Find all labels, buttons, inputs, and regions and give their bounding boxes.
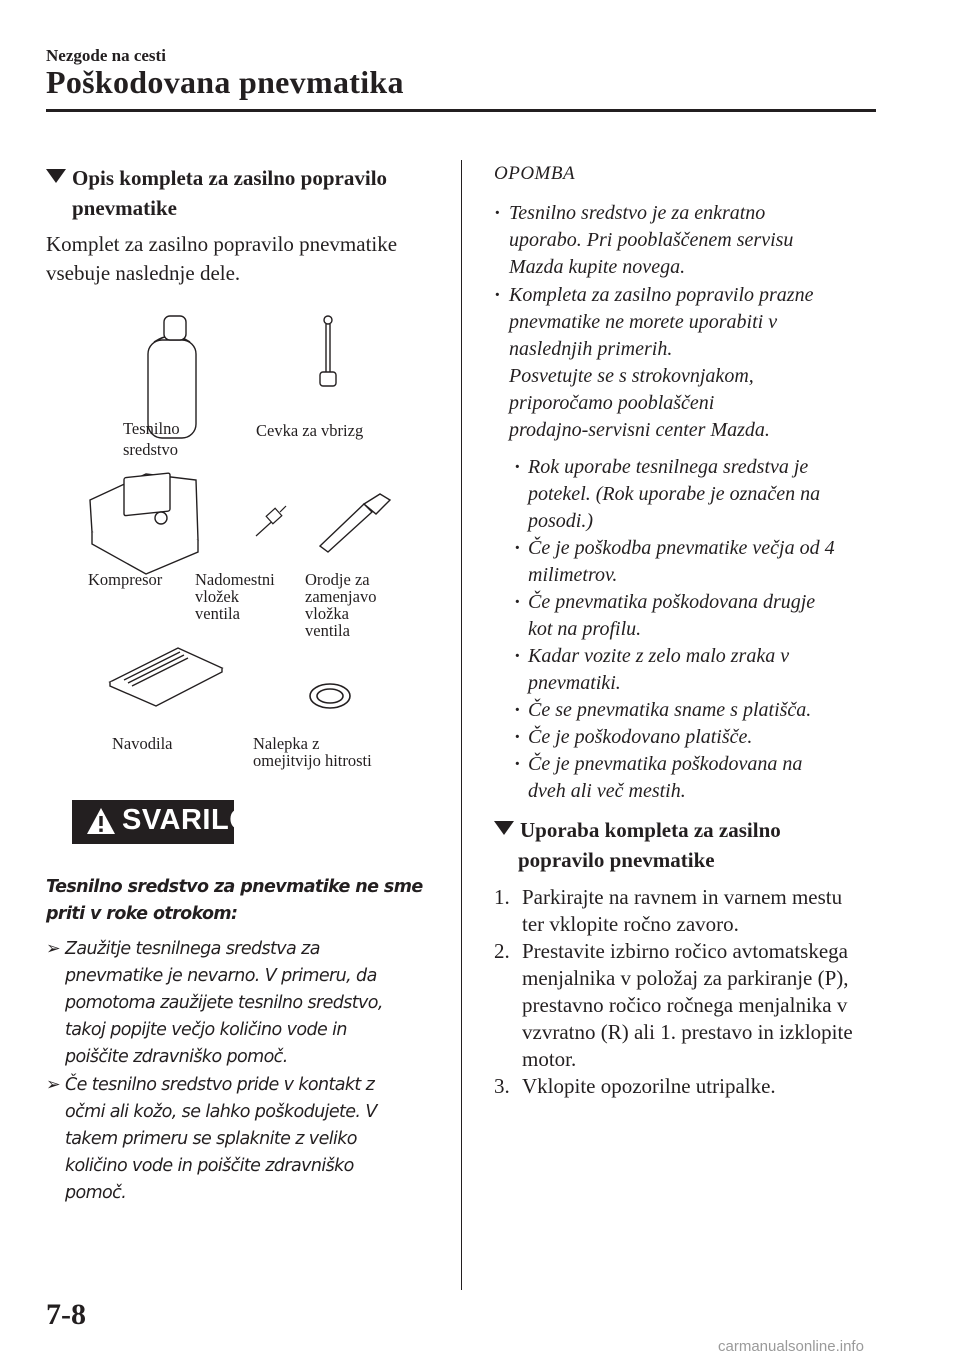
sub-note-item: · Če je pnevmatika poškodovana na dveh ali več mestih. [514, 753, 803, 802]
title-rule [46, 109, 876, 112]
valve-tool-icon [320, 494, 390, 552]
warning-label: SVARILO [122, 804, 253, 836]
page-number: 7-8 [46, 1298, 86, 1331]
step-item: 3. Vklopite opozorilne utripalke. [494, 1074, 776, 1098]
note-item: · Kompleta za zasilno popravilo prazne pnevmatike ne morete uporabiti v naslednjih primerih. Posvetujte se s strokovnjakom, priporočamo pooblaščeni prodajno-servisni center Mazda. [494, 284, 814, 441]
site-watermark: carmanualsonline.info [718, 1338, 864, 1355]
arrow-bullet-icon: ➢ [46, 1075, 61, 1095]
sub-note-item: · Rok uporabe tesnilnega sredstva je potekel. (Rok uporabe je označen na posodi.) [514, 456, 821, 532]
caption-valve-core: Nadomestni vložek ventila [195, 570, 275, 623]
sub-note-item: · Če je poškodovano platišče. [514, 724, 884, 751]
caption-valve-tool: Orodje za zamenjavo vložka ventila [305, 570, 377, 640]
injection-hose-icon [320, 316, 336, 386]
warning-item: ➢ Zaužitje tesnilnega sredstva za pnevmatike je nevarno. V primeru, da pomotoma zaužijete tesnilno sredstvo, takoj popijte večjo količino vode in poiščite zdravniško pomoč. [46, 936, 446, 1071]
manual-book-icon [110, 648, 222, 706]
dot-bullet-icon: · [514, 591, 521, 613]
page-title: Poškodovana pnevmatika [46, 64, 404, 100]
speed-sticker-icon [310, 684, 350, 708]
section-heading-usage: Uporaba kompleta za zasilno popravilo pnevmatike [494, 815, 781, 875]
intro-text: Komplet za zasilno popravilo pnevmatike vsebuje naslednje dele. [46, 232, 398, 285]
caption-sealant: Tesnilno sredstvo [123, 419, 180, 459]
dot-bullet-icon: · [514, 726, 521, 748]
valve-core-icon [256, 506, 286, 536]
dot-bullet-icon: · [514, 753, 521, 775]
column-divider [461, 160, 462, 1290]
dot-bullet-icon: · [514, 699, 521, 721]
step-item: 2. Prestavite izbirno ročico avtomatskega menjalnika v položaj za parkiranje (P), prestavno ročico ročnega menjalnika v vzvratno (R) ali 1. prestavo in izklopite motor. [494, 939, 853, 1071]
section-heading-kit: Opis kompleta za zasilno popravilo pnevmatike [46, 163, 387, 223]
sub-note-item: · Če je poškodba pnevmatike večja od 4 milimetrov. [514, 537, 835, 586]
sub-note-item: · Če se pnevmatika sname s platišča. [514, 697, 884, 724]
sub-note-list [514, 454, 884, 805]
caption-hose: Cevka za vbrizg [256, 421, 364, 440]
caption-compressor: Kompresor [88, 570, 163, 589]
triangle-bullet-icon [494, 821, 514, 835]
dot-bullet-icon: · [514, 456, 521, 478]
note-title: OPOMBA [494, 163, 576, 184]
warning-triangle-icon [85, 806, 117, 836]
dot-bullet-icon: · [494, 284, 501, 306]
chapter-label: Nezgode na cesti [46, 46, 166, 65]
caption-sticker: Nalepka z omejitvijo hitrosti [253, 734, 372, 770]
dot-bullet-icon: · [494, 202, 501, 224]
dot-bullet-icon: · [514, 645, 521, 667]
step-item: 1. Parkirajte na ravnem in varnem mestu ter vklopite ročno zavoro. [494, 885, 843, 936]
caption-manual: Navodila [112, 734, 173, 753]
sub-note-item: · Če pnevmatika poškodovana drugje kot na profilu. [514, 591, 816, 640]
warning-heading: Tesnilno sredstvo za pnevmatike ne sme priti v roke otrokom: [46, 877, 423, 924]
triangle-bullet-icon [46, 169, 66, 183]
compressor-icon [90, 473, 198, 574]
warning-item: ➢ Če tesnilno sredstvo pride v kontakt z očmi ali kožo, se lahko poškodujete. V takem primeru se splaknite z veliko količino vode in poiščite zdravniško pomoč. [46, 1072, 446, 1207]
arrow-bullet-icon: ➢ [46, 939, 61, 959]
step-list [494, 884, 884, 1100]
sub-note-item: · Kadar vozite z zelo malo zraka v pnevmatiki. [514, 645, 790, 694]
warning-badge [72, 800, 253, 844]
note-item: · Tesnilno sredstvo je za enkratno uporabo. Pri pooblaščenem servisu Mazda kupite novega. [494, 202, 794, 278]
kit-parts-illustration [46, 300, 446, 720]
dot-bullet-icon: · [514, 537, 521, 559]
